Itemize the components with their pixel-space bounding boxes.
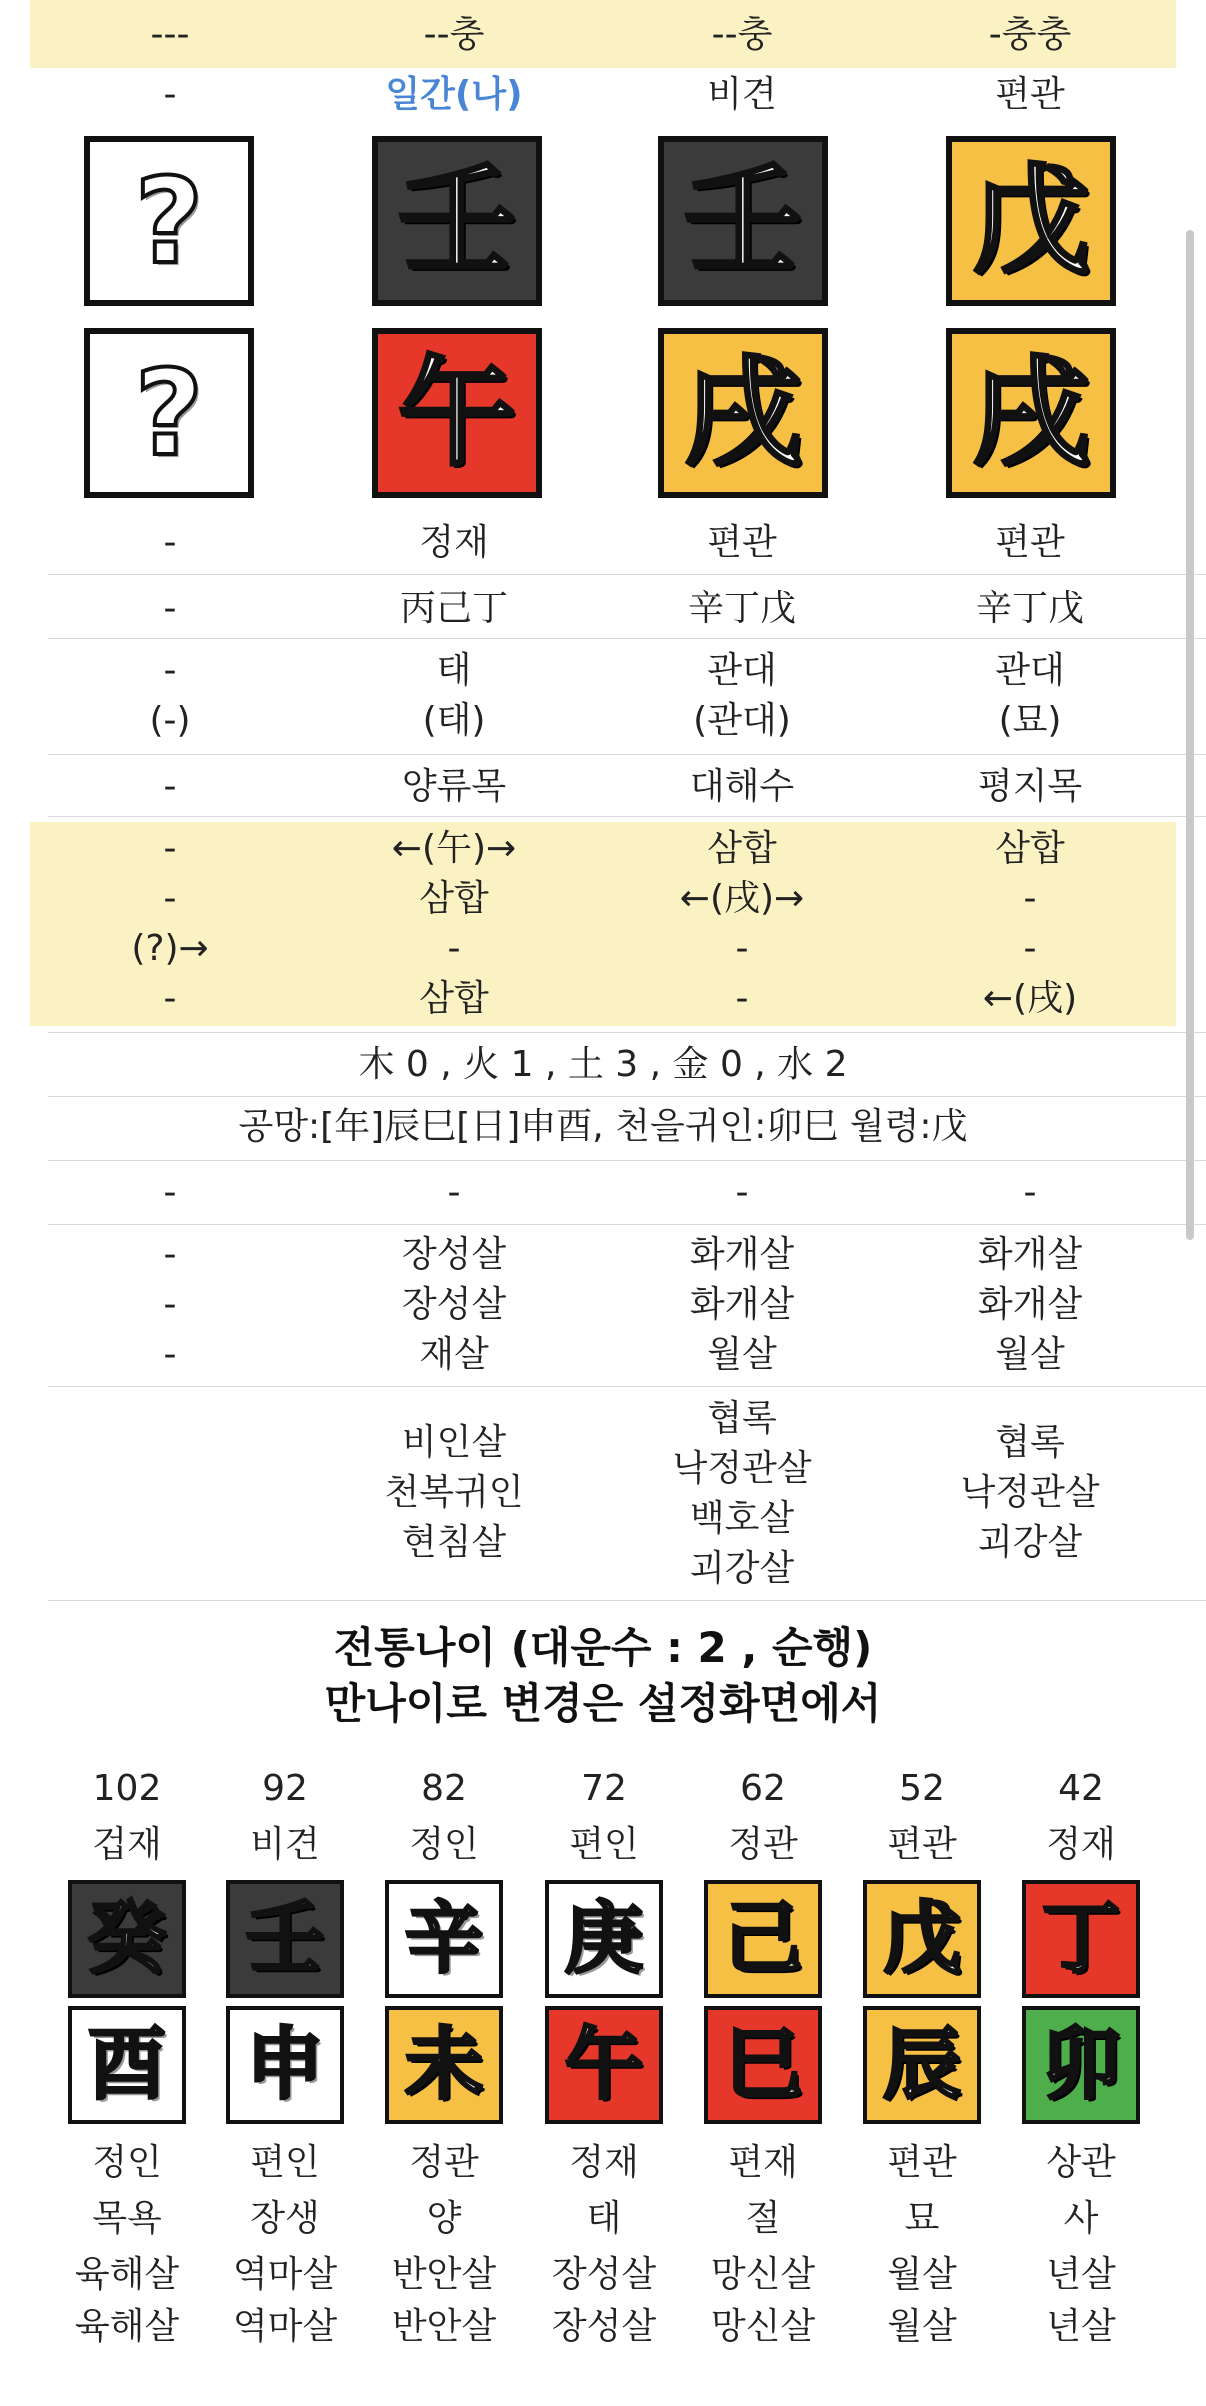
daeun-age: 102 (92, 1768, 162, 1809)
daeun-stem-tile[interactable] (863, 1880, 981, 1998)
daeun-god: 정관 (728, 1824, 798, 1865)
daeun-god2: 편재 (728, 2142, 798, 2183)
relation-line: ←(戌)→ (679, 878, 805, 919)
divider (48, 574, 1206, 575)
daeun-god2: 편관 (887, 2142, 957, 2183)
day-master-label: 일간(나) (385, 74, 523, 115)
daeun-god: 편관 (887, 1824, 957, 1865)
hidden-stems-hour: - (163, 588, 177, 629)
daeun-branch-tile[interactable] (68, 2006, 186, 2124)
daeun-branch-tile[interactable] (704, 2006, 822, 2124)
relations-month (602, 824, 882, 1024)
daeun-title: 전통나이 (대운수 : 2 , 순행) (333, 1623, 873, 1672)
daeun-spirit: 역마살 (232, 2306, 338, 2347)
daeun-stem-tile[interactable] (68, 1880, 186, 1998)
relation-line: - (735, 978, 749, 1019)
dash-hour: - (163, 1172, 177, 1213)
daeun-god2: 상관 (1046, 2142, 1116, 2183)
hour-branch-tile[interactable]: ? (84, 328, 254, 498)
spirit-item: - (163, 1334, 177, 1375)
spirits-day (314, 1230, 594, 1380)
relation-line: 삼합 (995, 828, 1065, 869)
spirit-item: 괴강살 (977, 1522, 1083, 1563)
daeun-spirit: 반안살 (391, 2306, 497, 2347)
spirit-item: 협록 (995, 1422, 1065, 1463)
daeun-stem-tile[interactable] (704, 1880, 822, 1998)
daeun-age: 42 (1058, 1768, 1104, 1809)
month-stem-tile[interactable]: 壬 (658, 136, 828, 306)
daeun-branch-tile[interactable] (545, 2006, 663, 2124)
daeun-god: 정인 (409, 1824, 479, 1865)
spirits-year (890, 1230, 1170, 1380)
daeun-branch-char: 巳 (723, 2020, 802, 2110)
nayin-day: 양류목 (401, 766, 507, 807)
spirits-b-month (602, 1394, 882, 1594)
daeun-stem-tile[interactable] (226, 1880, 344, 1998)
dash-day: - (447, 1172, 461, 1213)
branch-god-month: 편관 (707, 522, 777, 563)
spirits-hour (30, 1230, 310, 1380)
spirit-item: 화개살 (689, 1234, 795, 1275)
daeun-spirit: 망신살 (710, 2306, 816, 2347)
spirit-item: 재살 (419, 1334, 489, 1375)
daeun-branch-char: 酉 (87, 2020, 166, 2110)
daeun-stem-char: 丁 (1041, 1894, 1120, 1984)
spirit-item: 월살 (995, 1334, 1065, 1375)
nayin-year: 평지목 (977, 766, 1083, 807)
daeun-god2: 정관 (409, 2142, 479, 2183)
spirits-b-day (314, 1418, 594, 1568)
spirit-item: 장성살 (401, 1234, 507, 1275)
daeun-god: 겁재 (92, 1824, 162, 1865)
relations-day (314, 824, 594, 1024)
divider (48, 638, 1206, 639)
spirits-b-year (890, 1418, 1170, 1568)
hour-stem-tile[interactable]: ? (84, 136, 254, 306)
spirit-item: 화개살 (977, 1234, 1083, 1275)
relation-line: - (735, 928, 749, 969)
relations-year (890, 824, 1170, 1024)
relation-line: 삼합 (419, 978, 489, 1019)
spirit-item: 낙정관살 (960, 1472, 1100, 1513)
daeun-spirit: 육해살 (74, 2306, 180, 2347)
daeun-branch-tile[interactable] (1022, 2006, 1140, 2124)
spirit-item: 월살 (707, 1334, 777, 1375)
stage-year (890, 646, 1170, 746)
spirit-item: 화개살 (689, 1284, 795, 1325)
day-stem-tile[interactable]: 壬 (372, 136, 542, 306)
daeun-spirit: 년살 (1046, 2306, 1116, 2347)
daeun-branch-tile[interactable] (385, 2006, 503, 2124)
divider (48, 1032, 1206, 1033)
clash-hour: --- (150, 14, 190, 55)
daeun-stem-char: 庚 (564, 1894, 643, 1984)
daeun-god2: 정인 (92, 2142, 162, 2183)
year-stem-tile[interactable]: 戊 (946, 136, 1116, 306)
daeun-spirit: 장성살 (551, 2254, 657, 2295)
daeun-stem-char: 戊 (882, 1894, 961, 1984)
clash-year: -충충 (988, 14, 1072, 55)
daeun-stage: 절 (745, 2198, 781, 2239)
daeun-branch-char: 未 (404, 2020, 483, 2110)
spirit-item: 화개살 (977, 1284, 1083, 1325)
stage-sub: (관대) (693, 700, 791, 741)
clash-month: --충 (711, 14, 773, 55)
spirit-item: 낙정관살 (672, 1448, 812, 1489)
daeun-stage: 장생 (250, 2198, 320, 2239)
divider (48, 1600, 1206, 1601)
stage-sub: (-) (149, 700, 191, 741)
gongmang-line: 공망:[年]辰巳[日]申酉, 천을귀인:卯巳 월령:戊 (238, 1106, 968, 1147)
daeun-spirit: 월살 (887, 2306, 957, 2347)
nayin-hour: - (163, 766, 177, 807)
daeun-god2: 편인 (250, 2142, 320, 2183)
daeun-god: 정재 (1046, 1824, 1116, 1865)
daeun-stem-tile[interactable] (385, 1880, 503, 1998)
spirit-item: 괴강살 (689, 1548, 795, 1589)
dash-year: - (1023, 1172, 1037, 1213)
daeun-stem-char: 癸 (87, 1894, 166, 1984)
daeun-spirit: 년살 (1046, 2254, 1116, 2295)
relation-line: ←(午)→ (391, 828, 517, 869)
stage-sub: (태) (422, 700, 486, 741)
stem-god-year: 편관 (995, 74, 1065, 115)
day-branch-tile[interactable]: 午 (372, 328, 542, 498)
relations-hour (30, 824, 310, 1024)
daeun-stage: 양 (426, 2198, 462, 2239)
daeun-spirit: 장성살 (551, 2306, 657, 2347)
daeun-god: 비견 (250, 1824, 320, 1865)
divider (48, 1224, 1206, 1225)
daeun-stage: 사 (1063, 2198, 1099, 2239)
branch-god-year: 편관 (995, 522, 1065, 563)
relation-line: 삼합 (419, 878, 489, 919)
relation-line: - (163, 978, 177, 1019)
daeun-branch-char: 辰 (882, 2020, 961, 2110)
daeun-stem-char: 壬 (245, 1894, 324, 1984)
branch-god-hour: - (163, 522, 177, 563)
nayin-month: 대해수 (689, 766, 795, 807)
stage-month (602, 646, 882, 746)
daeun-age: 62 (740, 1768, 786, 1809)
daeun-branch-tile[interactable] (226, 2006, 344, 2124)
daeun-spirit: 육해살 (74, 2254, 180, 2295)
daeun-spirit: 망신살 (710, 2254, 816, 2295)
daeun-stage: 묘 (904, 2198, 940, 2239)
stage-day (314, 646, 594, 746)
divider (48, 754, 1206, 755)
daeun-stage: 목욕 (92, 2198, 162, 2239)
relation-line: ←(戌) (982, 978, 1078, 1019)
stage-main: - (163, 650, 177, 691)
daeun-stem-tile[interactable] (545, 1880, 663, 1998)
stage-sub: (묘) (998, 700, 1062, 741)
hidden-stems-day: 丙己丁 (399, 588, 508, 629)
daeun-stem-tile[interactable] (1022, 1880, 1140, 1998)
divider (48, 816, 1206, 817)
month-branch-tile[interactable]: 戌 (658, 328, 828, 498)
stage-main: 관대 (707, 650, 777, 691)
spirit-item: - (163, 1284, 177, 1325)
elements-summary: 木 0 , 火 1 , 土 3 , 金 0 , 水 2 (358, 1044, 848, 1085)
divider (48, 1096, 1206, 1097)
daeun-god2: 정재 (569, 2142, 639, 2183)
stem-god-hour: - (163, 74, 177, 115)
divider (48, 1160, 1206, 1161)
spirit-item: 백호살 (689, 1498, 795, 1539)
relation-line: 삼합 (707, 828, 777, 869)
daeun-stem-char: 辛 (404, 1894, 483, 1984)
spirit-item: 장성살 (401, 1284, 507, 1325)
year-branch-tile[interactable]: 戌 (946, 328, 1116, 498)
daeun-spirit: 역마살 (232, 2254, 338, 2295)
daeun-stage: 태 (586, 2198, 622, 2239)
clash-day: --충 (423, 14, 485, 55)
stem-god-month: 비견 (707, 74, 777, 115)
spirit-item: - (163, 1234, 177, 1275)
spirit-item: 비인살 (401, 1422, 507, 1463)
daeun-branch-char: 申 (245, 2020, 324, 2110)
relation-line: - (163, 878, 177, 919)
daeun-stem-char: 己 (723, 1894, 802, 1984)
spirit-item: 협록 (707, 1398, 777, 1439)
hidden-stems-year: 辛丁戊 (975, 588, 1084, 629)
daeun-age: 82 (421, 1768, 467, 1809)
daeun-spirit: 반안살 (391, 2254, 497, 2295)
daeun-branch-tile[interactable] (863, 2006, 981, 2124)
relation-line: - (447, 928, 461, 969)
relation-line: - (1023, 928, 1037, 969)
daeun-god: 편인 (569, 1824, 639, 1865)
stage-main: 태 (436, 650, 472, 691)
divider (48, 1386, 1206, 1387)
scrollbar[interactable] (1186, 230, 1194, 1240)
daeun-subtitle[interactable]: 만나이로 변경은 설정화면에서 (324, 1679, 882, 1728)
relation-line: - (163, 828, 177, 869)
spirit-item: 현침살 (401, 1522, 507, 1563)
relation-line: (?)→ (131, 928, 209, 969)
stage-hour (30, 646, 310, 746)
dash-month: - (735, 1172, 749, 1213)
spirits-month (602, 1230, 882, 1380)
hidden-stems-month: 辛丁戊 (687, 588, 796, 629)
daeun-spirit: 월살 (887, 2254, 957, 2295)
daeun-branch-char: 午 (564, 2020, 643, 2110)
relation-line: - (1023, 878, 1037, 919)
daeun-age: 52 (899, 1768, 945, 1809)
daeun-age: 72 (581, 1768, 627, 1809)
stage-main: 관대 (995, 650, 1065, 691)
spirit-item: 천복귀인 (384, 1472, 524, 1513)
branch-god-day: 정재 (419, 522, 489, 563)
daeun-branch-char: 卯 (1041, 2020, 1120, 2110)
daeun-age: 92 (262, 1768, 308, 1809)
